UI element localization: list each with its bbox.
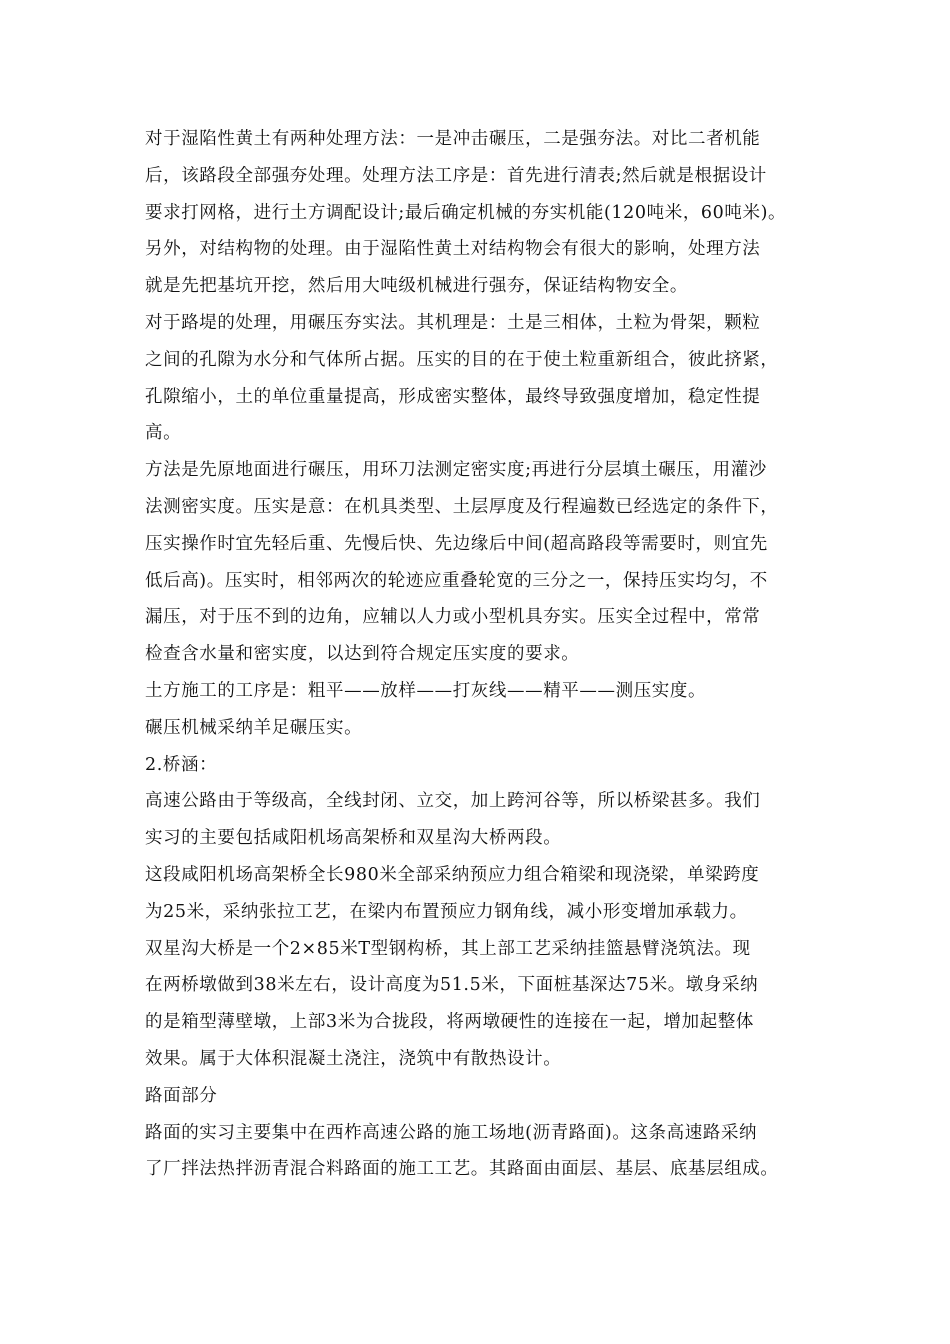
text-line: 在两桥墩做到38米左右，设计高度为51.5米，下面桩基深达75米。墩身采纳: [145, 975, 759, 996]
section-heading: 路面部分: [145, 1085, 218, 1106]
text-line: 的是箱型薄壁墩，上部3米为合拢段，将两墩硬性的连接在一起，增加起整体: [145, 1012, 755, 1033]
text-line: 后，该路段全部强夯处理。处理方法工序是：首先进行清表;然后就是根据设计: [145, 165, 767, 186]
text-line: 土方施工的工序是：粗平——放样——打灰线——精平——测压实度。: [145, 680, 707, 701]
text-line: 法测密实度。压实是意：在机具类型、土层厚度及行程遍数已经选定的条件下，: [145, 496, 779, 517]
text-line: 双星沟大桥是一个2×85米T型钢构桥，其上部工艺采纳挂篮悬臂浇筑法。现: [145, 938, 751, 959]
text-line: 就是先把基坑开挖，然后用大吨级机械进行强夯，保证结构物安全。: [145, 276, 688, 297]
text-line: 漏压，对于压不到的边角，应辅以人力或小型机具夯实。压实全过程中，常常: [145, 607, 761, 628]
text-line: 效果。属于大体积混凝土浇注，浇筑中有散热设计。: [145, 1048, 562, 1069]
text-line: 对于路堤的处理，用碾压夯实法。其机理是：土是三相体，土粒为骨架，颗粒: [145, 312, 761, 333]
text-line: 孔隙缩小，土的单位重量提高，形成密实整体，最终导致强度增加，稳定性提: [145, 386, 761, 407]
document-body: [145, 121, 821, 1188]
text-line: 实习的主要包括咸阳机场高架桥和双星沟大桥两段。: [145, 828, 562, 849]
text-line: 高。: [145, 423, 182, 444]
text-line: 低后高)。压实时，相邻两次的轮迹应重叠轮宽的三分之一，保持压实均匀，不: [145, 570, 768, 591]
text-line: 另外，对结构物的处理。由于湿陷性黄土对结构物会有很大的影响，处理方法: [145, 239, 761, 260]
text-line: 方法是先原地面进行碾压，用环刀法测定密实度;再进行分层填土碾压，用灌沙: [145, 460, 767, 481]
text-line: 对于湿陷性黄土有两种处理方法：一是冲击碾压，二是强夯法。对比二者机能: [145, 129, 761, 149]
text-line: 碾压机械采纳羊足碾压实。: [145, 717, 363, 738]
text-line: 压实操作时宜先轻后重、先慢后快、先边缘后中间(超高路段等需要时，则宜先: [145, 533, 768, 554]
text-line: 要求打网格，进行土方调配设计;最后确定机械的夯实机能(120吨米，60吨米)。: [145, 202, 787, 223]
section-heading: 2.桥涵：: [145, 754, 218, 775]
text-line: 为25米，采纳张拉工艺，在梁内布置预应力钢角线，减小形变增加承载力。: [145, 901, 748, 922]
text-line: 了厂拌法热拌沥青混合料路面的施工工艺。其路面由面层、基层、底基层组成。: [145, 1159, 779, 1180]
text-line: 检查含水量和密实度，以达到符合规定压实度的要求。: [145, 644, 580, 665]
text-line: 高速公路由于等级高，全线封闭、立交，加上跨河谷等，所以桥梁甚多。我们: [145, 791, 761, 812]
text-line: 之间的孔隙为水分和气体所占据。压实的目的在于使土粒重新组合，彼此挤紧，: [145, 349, 779, 370]
text-line: 这段咸阳机场高架桥全长980米全部采纳预应力组合箱梁和现浇梁，单梁跨度: [145, 864, 760, 885]
text-line: 路面的实习主要集中在西柞高速公路的施工场地(沥青路面)。这条高速路采纳: [145, 1122, 758, 1143]
